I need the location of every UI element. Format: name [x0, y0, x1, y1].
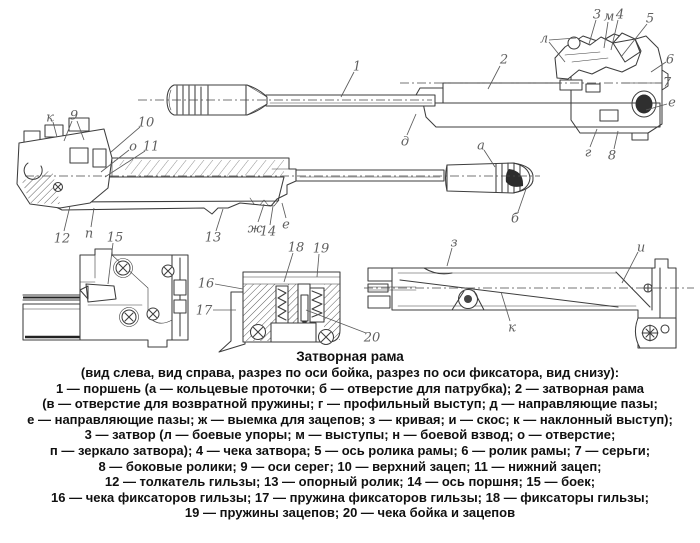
- figure-label-6: 6: [665, 52, 675, 68]
- figure-label-7: 7: [662, 75, 672, 91]
- leader-line: [282, 203, 286, 218]
- figure-label-е: е: [282, 217, 290, 233]
- figure-label-13: 13: [204, 230, 222, 246]
- caption-title: Затворная рама: [296, 349, 404, 364]
- figure-label-4: 4: [615, 7, 625, 23]
- figure-label-п: п: [84, 226, 94, 242]
- leader-line: [270, 206, 273, 225]
- figure-label-19: 19: [312, 241, 330, 257]
- figure-label-г: г: [584, 145, 592, 161]
- caption-line: 1 — поршень (а — кольцевые проточки; б — отверстие для патрубка); 2 — затворная рама: [55, 380, 645, 396]
- caption-line: е — направляющие пазы; ж — выемка для зацепов; з — кривая; и — скос; к — наклонный выступ);: [27, 411, 673, 427]
- caption-line: (в — отверстие для возвратной пружины; г — профильный выступ; д — направляющие пазы;: [42, 396, 658, 412]
- figure-label-16: 16: [197, 276, 215, 292]
- figure-label-м: м: [603, 9, 615, 25]
- figure-label-а: а: [477, 138, 485, 154]
- leader-line: [518, 189, 526, 212]
- figure-label-11: 11: [142, 139, 160, 155]
- figure-label-1: 1: [352, 59, 362, 75]
- figure-label-з: з: [450, 235, 458, 251]
- figure-label-10: 10: [137, 115, 155, 131]
- view-section-firing-pin: [23, 249, 188, 347]
- leader-line: [407, 114, 416, 135]
- figure-label-20: 20: [363, 330, 381, 346]
- figure-label-14: 14: [259, 224, 277, 240]
- leader-line: [447, 248, 452, 266]
- leader-line: [341, 72, 354, 97]
- figure-label-2: 2: [499, 52, 509, 68]
- view-right-side: [17, 115, 540, 214]
- leader-line: [651, 62, 666, 72]
- figure-label-17: 17: [195, 303, 213, 319]
- caption-line: 16 — чека фиксаторов гильзы; 17 — пружина фиксаторов гильзы; 18 — фиксаторы гильзы;: [51, 489, 649, 505]
- caption-line: 19 — пружины зацепов; 20 — чека бойка и зацепов: [184, 505, 516, 521]
- leader-line: [614, 131, 618, 149]
- view-left-side: [138, 33, 668, 140]
- figure-label-3: 3: [592, 7, 602, 23]
- leader-line: [91, 208, 94, 227]
- caption-line: 3 — затвор (л — боевые упоры; м — выступы; н — боевой взвод; о — отверстие;: [84, 427, 616, 443]
- figure-label-9: 9: [69, 108, 79, 124]
- figure-label-к: к: [508, 320, 516, 336]
- caption-line: п — зеркало затвора); 4 — чека затвора; 5 — ось ролика рамы; 6 — ролик рамы; 7 — серьги;: [49, 442, 651, 458]
- figure-label-д: д: [400, 134, 410, 150]
- view-bottom: [364, 259, 694, 348]
- figure-label-8: 8: [607, 148, 617, 164]
- figure-label-15: 15: [106, 230, 124, 246]
- leader-line: [216, 209, 223, 231]
- view-section-retainer: [219, 272, 340, 352]
- figure-label-и: и: [636, 240, 646, 256]
- figure-label-о: о: [129, 139, 137, 155]
- figure-label-ж: ж: [247, 221, 263, 237]
- leader-line: [258, 204, 264, 222]
- figure-label-л: л: [539, 31, 549, 47]
- figure-label-5: 5: [645, 11, 655, 27]
- figure-label-к: к: [46, 110, 54, 126]
- figure-label-б: б: [511, 211, 519, 227]
- figure-caption: [0, 349, 700, 521]
- figure-label-е: е: [668, 95, 676, 111]
- caption-line: (вид слева, вид справа, разрез по оси бойка, разрез по оси фиксатора, вид снизу):: [80, 365, 620, 380]
- caption-line: 12 — толкатель гильзы; 13 — опорный ролик; 14 — ось поршня; 15 — боек;: [104, 474, 596, 490]
- leader-line: [215, 284, 243, 289]
- figure-label-18: 18: [287, 240, 305, 256]
- leader-line: [590, 129, 597, 147]
- figure-label-12: 12: [53, 231, 71, 247]
- caption-line: 8 — боковые ролики; 9 — оси серег; 10 — верхний зацеп; 11 — нижний зацеп;: [98, 458, 602, 474]
